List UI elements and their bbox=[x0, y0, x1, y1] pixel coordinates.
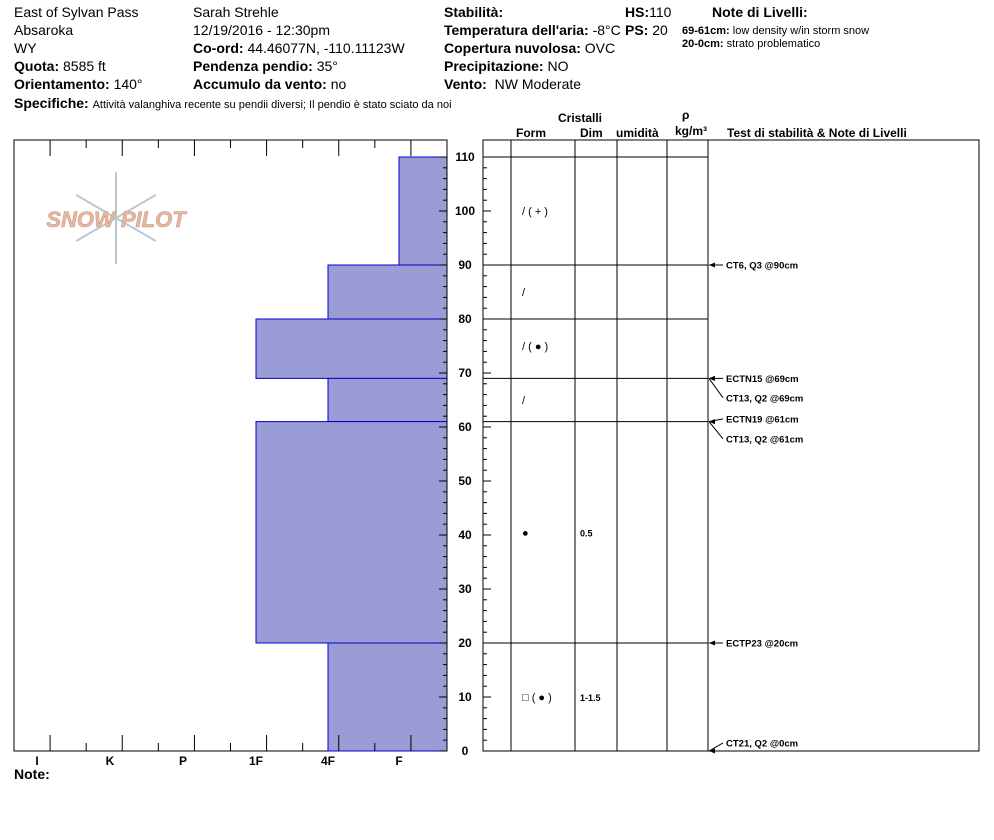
specifics-value: Attività valanghiva recente su pendii diversi; Il pendio è stato sciato da noi bbox=[92, 99, 452, 111]
hardness-tick-label: 4F bbox=[320, 754, 336, 768]
note-label: Note: bbox=[14, 766, 50, 782]
elevation-value: 8585 ft bbox=[63, 58, 106, 74]
dim-header: Dim bbox=[580, 126, 603, 140]
height-tick-label: 40 bbox=[458, 528, 472, 542]
hardness-tick-label: K bbox=[105, 754, 115, 768]
grain-form-symbol: / bbox=[522, 395, 526, 407]
test-leader-line bbox=[709, 743, 723, 751]
height-tick-label: 0 bbox=[461, 744, 469, 758]
layer-note-text: low density w/in storm snow bbox=[732, 25, 870, 37]
layer-note-text: strato problematico bbox=[726, 38, 821, 50]
elevation-label: Quota: bbox=[14, 58, 60, 74]
stability-test-label: ECTP23 @20cm bbox=[726, 638, 799, 650]
density-symbol: ρ bbox=[682, 108, 690, 122]
grain-form-symbol: / bbox=[522, 287, 526, 299]
stability-label: Stabilità: bbox=[444, 4, 504, 20]
ps-label: PS: bbox=[625, 22, 649, 38]
layer-note-range: 20-0cm: bbox=[682, 38, 724, 50]
moisture-header: umidità bbox=[616, 126, 659, 140]
grain-dim-value: 1-1.5 bbox=[580, 693, 601, 703]
height-tick-label: 20 bbox=[458, 636, 472, 650]
ps-value: 20 bbox=[652, 22, 668, 38]
crystals-header: Cristalli bbox=[558, 111, 603, 125]
stability-test-label: CT6, Q3 @90cm bbox=[726, 260, 799, 272]
hs-label: HS: bbox=[625, 4, 650, 20]
hardness-layer-bar bbox=[256, 319, 447, 378]
test-arrow-head bbox=[709, 641, 715, 646]
slope-value: 35° bbox=[316, 58, 338, 74]
location-name: East of Sylvan Pass bbox=[14, 4, 139, 20]
test-leader-line bbox=[709, 422, 723, 439]
wind-label: Vento: bbox=[444, 76, 487, 92]
height-tick-label: 50 bbox=[458, 474, 472, 488]
hardness-tick-label: I bbox=[35, 754, 39, 768]
grain-table-frame bbox=[483, 140, 979, 751]
height-tick-label: 80 bbox=[458, 312, 472, 326]
grain-form-symbol: ● bbox=[522, 527, 529, 540]
hardness-layer-bar bbox=[328, 378, 447, 421]
coord-label: Co-ord: bbox=[193, 40, 244, 56]
height-tick-label: 110 bbox=[455, 150, 475, 164]
hardness-tick-label: P bbox=[178, 754, 188, 768]
precip-label: Precipitazione: bbox=[444, 58, 544, 74]
aspect-value: 140° bbox=[113, 76, 143, 92]
wind-loading-value: no bbox=[330, 76, 347, 92]
snow-pilot-logo bbox=[46, 172, 187, 264]
cloud-label: Copertura nuvolosa: bbox=[444, 40, 581, 56]
grain-form-symbol: / ( ● ) bbox=[522, 341, 549, 353]
height-tick-label: 90 bbox=[458, 258, 472, 272]
hardness-layer-bar bbox=[256, 422, 447, 643]
test-leader-line bbox=[709, 378, 723, 397]
density-unit: kg/m³ bbox=[675, 124, 708, 138]
stability-test-label: CT13, Q2 @61cm bbox=[726, 434, 804, 446]
air-temp-value: -8°C bbox=[592, 22, 621, 38]
layer-note-range: 69-61cm: bbox=[682, 25, 730, 37]
mountain-range: Absaroka bbox=[14, 22, 74, 38]
height-tick-label: 60 bbox=[458, 420, 472, 434]
hardness-tick-label: F bbox=[395, 754, 403, 768]
height-tick-label: 100 bbox=[454, 204, 476, 218]
wind-value: NW Moderate bbox=[494, 76, 582, 92]
layer-notes-title: Note di Livelli: bbox=[712, 4, 808, 20]
state: WY bbox=[14, 40, 37, 56]
hardness-layer-bar bbox=[328, 643, 447, 751]
air-temp-label: Temperatura dell'aria: bbox=[444, 22, 589, 38]
coord-value: 44.46077N, -110.11123W bbox=[247, 40, 405, 56]
stability-test-label: CT13, Q2 @69cm bbox=[726, 393, 804, 405]
height-tick-label: 30 bbox=[458, 582, 472, 596]
slope-label: Pendenza pendio: bbox=[193, 58, 313, 74]
hs-value: 110 bbox=[649, 4, 672, 20]
stability-test-label: ECTN15 @69cm bbox=[726, 373, 799, 385]
form-header: Form bbox=[516, 126, 546, 140]
specifics-label: Specifiche: bbox=[14, 95, 89, 111]
hardness-layer-bar bbox=[328, 265, 447, 319]
height-tick-label: 70 bbox=[458, 366, 472, 380]
wind-loading-label: Accumulo da vento: bbox=[193, 76, 327, 92]
precip-value: NO bbox=[547, 58, 569, 74]
observer-name: Sarah Strehle bbox=[193, 4, 279, 20]
height-tick-label: 10 bbox=[458, 690, 472, 704]
aspect-label: Orientamento: bbox=[14, 76, 110, 92]
stability-test-label: CT21, Q2 @0cm bbox=[726, 738, 799, 750]
cloud-value: OVC bbox=[584, 40, 616, 56]
grain-dim-value: 0.5 bbox=[580, 528, 593, 539]
test-arrow-head bbox=[709, 263, 715, 268]
tests-header: Test di stabilità & Note di Livelli bbox=[727, 126, 907, 140]
stability-test-label: ECTN19 @61cm bbox=[726, 414, 799, 426]
grain-form-symbol: / ( + ) bbox=[522, 206, 548, 218]
observation-datetime: 12/19/2016 - 12:30pm bbox=[193, 22, 330, 38]
grain-form-symbol: □ ( ● ) bbox=[522, 692, 552, 704]
hardness-tick-label: 1F bbox=[248, 754, 264, 768]
logo-text: SNOW PILOT bbox=[46, 207, 186, 232]
